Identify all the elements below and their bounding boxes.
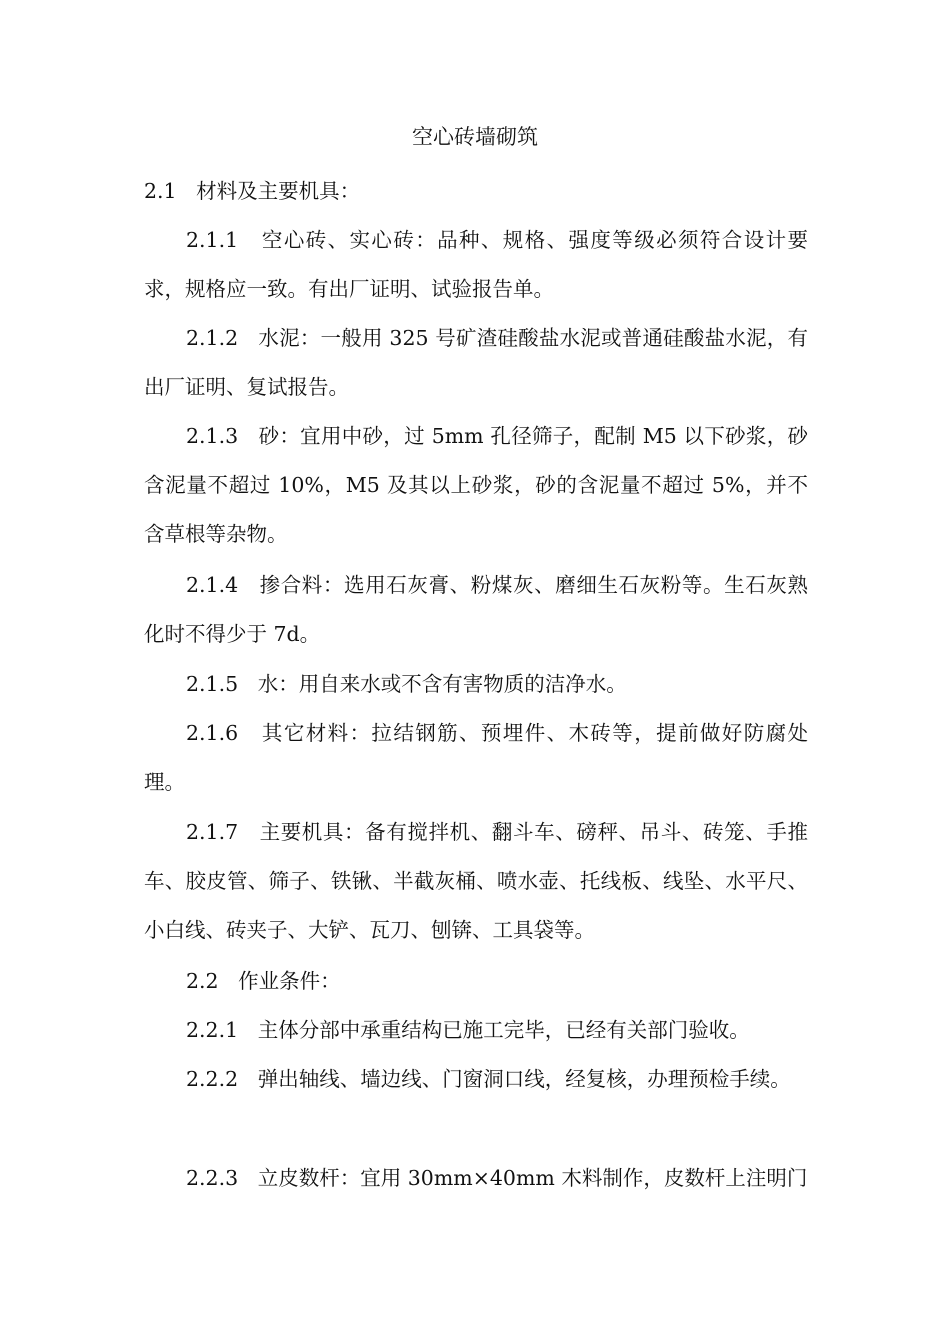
paragraph-2-2-1 <box>144 1006 808 1055</box>
paragraph-2-1-1 <box>144 216 808 314</box>
section-number: 2.1.7 <box>186 820 239 844</box>
section-number: 2.1.3 <box>186 424 239 448</box>
section-number: 2.2.3 <box>186 1166 239 1190</box>
section-number: 2.1.2 <box>186 326 239 350</box>
section-number: 2.2.1 <box>186 1018 239 1042</box>
section-text: 材料及主要机具： <box>196 179 361 203</box>
paragraph-text: 砂：宜用中砂，过 5mm 孔径筛子，配制 M5 以下砂浆，砂含泥量不超过 10%，M5 及其以上砂浆，砂的含泥量不超过 5%，并不含草根等杂物。 <box>144 424 808 546</box>
paragraph-2-1-3 <box>144 412 808 559</box>
paragraph-text: 掺合料：选用石灰膏、粉煤灰、磨细生石灰粉等。生石灰熟化时不得少于 7d。 <box>144 573 808 646</box>
paragraph-text: 其它材料：拉结钢筋、预埋件、木砖等，提前做好防腐处理。 <box>144 721 808 794</box>
section-number: 2.1 <box>144 179 177 203</box>
paragraph-2-2-3 <box>144 1154 808 1203</box>
paragraph-text: 主要机具：备有搅拌机、翻斗车、磅秤、吊斗、砖笼、手推车、胶皮管、筛子、铁锹、半截灰桶、喷水壶、托线板、线坠、水平尺、小白线、砖夹子、大铲、瓦刀、刨锛、工具袋等。 <box>144 820 808 942</box>
section-number: 2.2.2 <box>186 1067 239 1091</box>
paragraph-text: 水：用自来水或不含有害物质的洁净水。 <box>257 672 627 696</box>
section-number: 2.1.5 <box>186 672 239 696</box>
section-number: 2.1.1 <box>186 228 239 252</box>
paragraph-2-1-7 <box>144 808 808 955</box>
section-text: 作业条件： <box>238 969 341 993</box>
paragraph-text: 水泥：一般用 325 号矿渣硅酸盐水泥或普通硅酸盐水泥，有出厂证明、复试报告。 <box>144 326 808 399</box>
section-number: 2.1.4 <box>186 573 239 597</box>
paragraph-2-1-5 <box>144 660 808 709</box>
section-heading-2-2 <box>144 957 808 1006</box>
paragraph-2-2-2 <box>144 1055 808 1104</box>
section-number: 2.1.6 <box>186 721 239 745</box>
paragraph-text: 立皮数杆：宜用 30mm×40mm 木料制作，皮数杆上注明门 <box>257 1166 808 1190</box>
paragraph-2-1-6 <box>144 709 808 807</box>
section-number: 2.2 <box>186 969 219 993</box>
paragraph-2-1-2 <box>144 314 808 412</box>
paragraph-text: 主体分部中承重结构已施工完毕，已经有关部门验收。 <box>257 1018 750 1042</box>
document-title: 空心砖墙砌筑 <box>412 125 538 149</box>
paragraph-2-1-4 <box>144 561 808 659</box>
paragraph-text: 空心砖、实心砖：品种、规格、强度等级必须符合设计要求，规格应一致。有出厂证明、试验报告单。 <box>144 228 808 301</box>
paragraph-text: 弹出轴线、墙边线、门窗洞口线，经复核，办理预检手续。 <box>257 1067 791 1091</box>
section-heading-2-1 <box>144 167 808 216</box>
